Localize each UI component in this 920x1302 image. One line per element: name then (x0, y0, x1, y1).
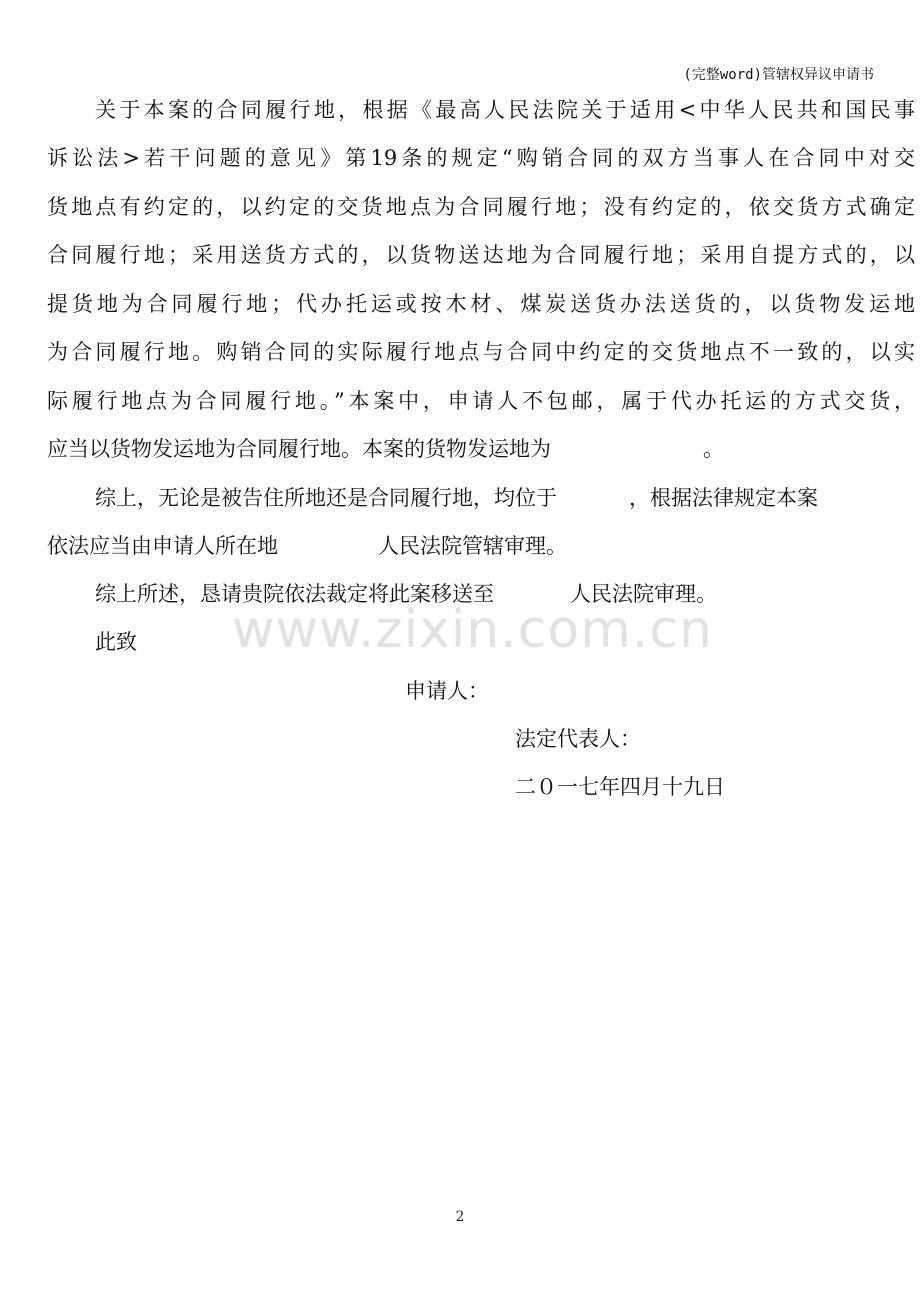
document-header: (完整word)管辖权异议申请书 (683, 67, 874, 83)
page-number: 2 (455, 1209, 465, 1225)
signature-date: 二０一七年四月十九日 (515, 775, 725, 799)
paragraph-line (47, 534, 567, 558)
paragraph-line: 际履行地点为合同履行地。”本案中，申请人不包邮，属于代办托运的方式交货， (47, 389, 915, 413)
paragraph-line: 诉讼法>若干问题的意见》第19条的规定“购销合同的双方当事人在合同中对交 (47, 146, 915, 170)
paragraph-line: 合同履行地；采用送货方式的，以货物送达地为合同履行地；采用自提方式的，以 (47, 243, 915, 267)
text-span: 应当以货物发运地为合同履行地。本案的货物发运地为 (47, 437, 551, 461)
paragraph-line (47, 437, 724, 461)
closing-salutation: 此致 (95, 630, 137, 654)
text-span: 综上，无论是被告住所地还是合同履行地，均位于 (95, 486, 557, 510)
text-span: ，根据法律规定本案 (629, 486, 818, 510)
text-span: 。 (703, 437, 724, 461)
paragraph-line (95, 486, 818, 510)
paragraph-line (95, 582, 717, 606)
text-span: 人民法院管辖审理。 (378, 534, 567, 558)
text-span: 依法应当由申请人所在地 (47, 534, 278, 558)
paragraph-line: 关于本案的合同履行地，根据《最高人民法院关于适用<中华人民共和国民事 (95, 98, 915, 122)
watermark: www.zixin.com.cn (232, 600, 713, 660)
applicant-label: 申请人： (405, 679, 489, 703)
paragraph-line: 为合同履行地。购销合同的实际履行地点与合同中约定的交货地点不一致的，以实 (47, 340, 915, 364)
text-span: 综上所述，恳请贵院依法裁定将此案移送至 (95, 582, 494, 606)
text-span: 人民法院审理。 (570, 582, 717, 606)
paragraph-line: 货地点有约定的，以约定的交货地点为合同履行地；没有约定的，依交货方式确定 (47, 195, 915, 219)
paragraph-line: 提货地为合同履行地；代办托运或按木材、煤炭送货办法送货的，以货物发运地 (47, 292, 915, 316)
legal-representative-label: 法定代表人： (515, 727, 641, 751)
